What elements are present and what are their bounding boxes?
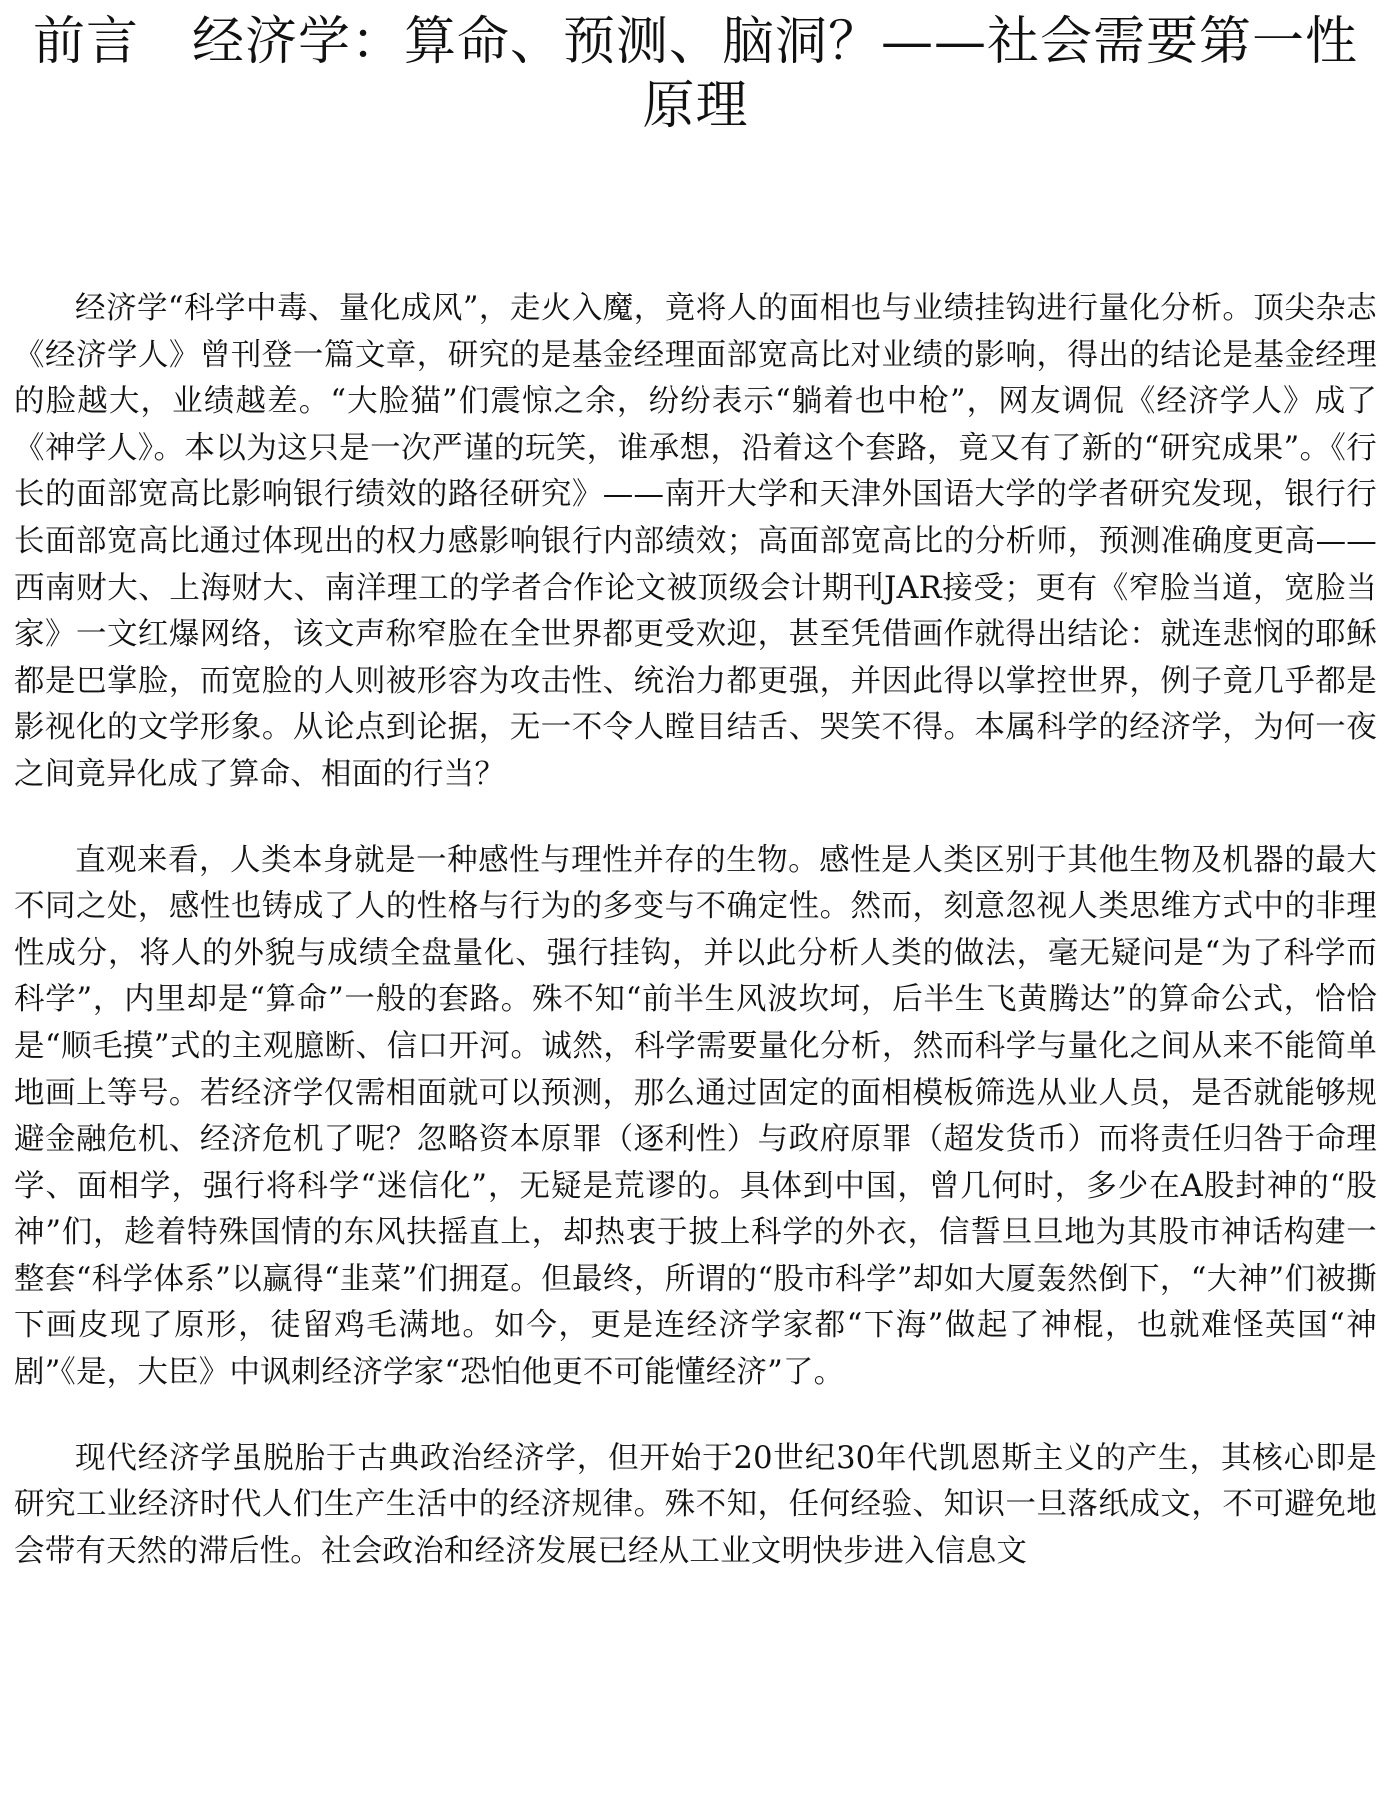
paragraph-2: 直观来看，人类本身就是一种感性与理性并存的生物。感性是人类区别于其他生物及机器的最大不同之处，感性也铸成了人的性格与行为的多变与不确定性。然而，刻意忽视人类思维方式中的非理性成分，将人的外貌与成绩全盘量化、强行挂钩，并以此分析人类的做法，毫无疑问是“为了科学而科学”，内里却是“算命”一般的套路。殊不知“前半生风波坎坷，后半生飞黄腾达”的算命公式，恰恰是“顺毛摸”式的主观臆断、信口开河。诚然，科学需要量化分析，然而科学与量化之间从来不能简单地画上等号。若经济学仅需相面就可以预测，那么通过固定的面相模板筛选从业人员，是否就能够规避金融危机、经济危机了呢？忽略资本原罪（逐利性）与政府原罪（超发货币）而将责任归咎于命理学、面相学，强行将科学“迷信化”，无疑是荒谬的。具体到中国，曾几何时，多少在A股封神的“股神”们，趁着特殊国情的东风扶摇直上，却热衷于披上科学的外衣，信誓旦旦地为其股市神话构建一整套“科学体系”以赢得“韭菜”们拥趸。但最终，所谓的“股市科学”却如大厦轰然倒下，“大神”们被撕下画皮现了原形，徒留鸡毛满地。如今，更是连经济学家都“下海”做起了神棍，也就难怪英国“神剧”《是，大臣》中讽刺经济学家“恐怕他更不可能懂经济”了。 bbox=[14, 842, 1377, 1391]
paragraph-1: 经济学“科学中毒、量化成风”，走火入魔，竟将人的面相也与业绩挂钩进行量化分析。顶尖杂志《经济学人》曾刊登一篇文章，研究的是基金经理面部宽高比对业绩的影响，得出的结论是基金经理的脸越大，业绩越差。“大脸猫”们震惊之余，纷纷表示“躺着也中枪”，网友调侃《经济学人》成了《神学人》。本以为这只是一次严谨的玩笑，谁承想，沿着这个套路，竟又有了新的“研究成果”。《行长的面部宽高比影响银行绩效的路径研究》——南开大学和天津外国语大学的学者研究发现，银行行长面部宽高比通过体现出的权力感影响银行内部绩效；高面部宽高比的分析师，预测准确度更高——西南财大、上海财大、南洋理工的学者合作论文被顶级会计期刊JAR接受；更有《窄脸当道，宽脸当家》一文红爆网络，该文声称窄脸在全世界都更受欢迎，甚至凭借画作就得出结论：就连悲悯的耶稣都是巴掌脸，而宽脸的人则被形容为攻击性、统治力都更强，并因此得以掌控世界，例子竟几乎都是影视化的文学形象。从论点到论据，无一不令人瞠目结舌、哭笑不得。本属科学的经济学，为何一夜之间竟异化成了算命、相面的行当？ bbox=[14, 291, 1377, 792]
body-text bbox=[14, 286, 1377, 1614]
page-title: 前言 经济学：算命、预测、脑洞？——社会需要第一性原理 bbox=[32, 12, 1358, 136]
paragraph-3: 现代经济学虽脱胎于古典政治经济学，但开始于20世纪30年代凯恩斯主义的产生，其核心即是研究工业经济时代人们生产生活中的经济规律。殊不知，任何经验、知识一旦落纸成文，不可避免地会带有天然的滞后性。社会政治和经济发展已经从工业文明快步进入信息文 bbox=[14, 1440, 1377, 1569]
